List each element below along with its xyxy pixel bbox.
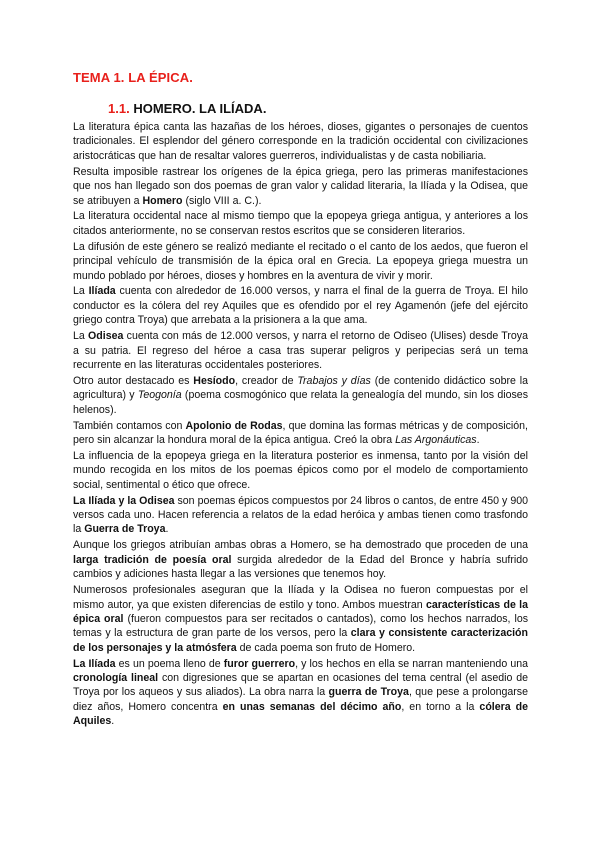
text-run: , que domina las formas métricas y de composición, pero sin alcanzar la hondura moral de la épica antigua. Creó la obra: [73, 419, 528, 447]
bold-text: Homero: [142, 194, 183, 207]
text-run: , creador de: [235, 374, 298, 387]
section-number: 1.1.: [108, 101, 130, 116]
text-run: Otro autor destacado es: [73, 374, 194, 387]
text-run: También contamos con: [73, 419, 186, 432]
text-run: .: [111, 715, 115, 728]
paragraph: [73, 419, 528, 448]
text-run: , y los hechos en ella se narran manteniendo una: [295, 657, 528, 670]
section-title: HOMERO. LA ILÍADA.: [133, 101, 267, 116]
text-run: (de contenido didáctico sobre la agricultura) y: [73, 374, 528, 402]
paragraph: [73, 583, 528, 655]
bold-text: La Ilíada y la Odisea: [73, 494, 175, 507]
text-run: La: [73, 330, 89, 343]
bold-text: clara y consistente caracterización de los personajes y la atmósfera: [73, 627, 528, 654]
italic-text: Las Argonáuticas: [395, 434, 477, 447]
paragraph: [73, 538, 528, 581]
text-run: Aunque los griegos atribuían ambas obras a Homero, se ha demostrado que proceden de una: [73, 539, 528, 552]
bold-text: Apolonio de Rodas: [185, 419, 283, 432]
paragraph: [73, 165, 528, 208]
text-run: La difusión de este género se realizó mediante el recitado o el canto de los aedos, que fueron el principal vehículo de transmisión de la épica oral en Grecia. La epopeya griega muestra un mundo poblado por héroes, dioses y hombres en la aventura de vivir y morir.: [73, 240, 528, 282]
page-title: TEMA 1. LA ÉPICA.: [73, 70, 193, 85]
paragraph: [73, 329, 528, 372]
paragraph: [73, 240, 528, 283]
bold-text: características de la épica oral: [73, 598, 528, 625]
text-run: La literatura occidental nace al mismo tiempo que la epopeya griega antigua, y anteriores a los citados anteriormente, no se conservan restos escritos que se consideren literarios.: [73, 210, 528, 237]
text-run: es un poema lleno de: [115, 657, 224, 670]
bold-text: larga tradición de poesía oral: [73, 553, 232, 566]
bold-text: Ilíada: [88, 285, 116, 298]
text-run: La literatura épica canta las hazañas de los héroes, dioses, gigantes o personajes de cuentos tradicionales. El esplendor del género corresponde en la tradición occidental con civilizaciones aristocráticas que han de resaltar valores guerreros, individualistas y de casta nobiliaria.: [73, 121, 528, 162]
italic-text: Teogonía: [137, 389, 182, 402]
bold-text: La Ilíada: [73, 657, 116, 670]
bold-text: Odisea: [88, 330, 124, 343]
text-run: .: [165, 523, 169, 536]
text-run: Numerosos profesionales aseguran que la Ilíada y la Odisea no fueron compuestas por el mismo autor, ya que existen diferencias de estilo y tono. Ambos muestran: [73, 584, 528, 611]
text-run: surgida alrededor de la Edad del Bronce y habría sufrido cambios y adiciones hasta llegar a las versiones que tenemos hoy.: [73, 553, 528, 581]
paragraph: [73, 494, 528, 537]
text-run: de cada poema son fruto de Homero.: [236, 641, 416, 654]
text-run: cuenta con más de 12.000 versos, y narra el retorno de Odiseo (Ulises) desde Troya a su patria. El regreso del héroe a casa tras superar peligros y peripecias será un tema recurrente en las literaturas occidentales posteriores.: [73, 330, 528, 371]
paragraph: [73, 284, 528, 327]
text-run: , que pese a prolongarse diez años, Homero concentra: [73, 686, 528, 713]
section-heading: [108, 101, 266, 116]
bold-text: cólera de Aquiles: [73, 700, 529, 728]
text-run: , en torno a la: [401, 700, 480, 713]
text-run: (fueron compuestos para ser recitados o cantados), como los hechos narrados, los temas y la estructura de gran parte de los versos, pero la: [73, 612, 529, 640]
italic-text: Trabajos y días: [297, 374, 371, 387]
text-run: con digresiones que se apartan en ocasiones del tema central (el asedio de Troya por los aqueos y sus aliados). La obra narra la: [73, 672, 528, 699]
text-run: .: [476, 434, 480, 447]
text-run: La: [73, 285, 89, 298]
paragraph: [73, 120, 528, 163]
text-run: cuenta con alrededor de 16.000 versos, y narra el final de la guerra de Troya. El hilo conductor es la cólera del rey Aquiles que es ofendido por el rey Agamenón (jefe del ejército griego contra Troya) que arrebata a la prisionera a la que ama.: [73, 285, 528, 327]
text-run: (poema cosmogónico que relata la genealogía del mundo, sin los dioses helenos).: [73, 389, 528, 416]
bold-text: en unas semanas del décimo año: [222, 700, 402, 713]
text-run: son poemas épicos compuestos por 24 libros o cantos, de entre 450 y 900 versos cada uno. Hacen referencia a relatos de la edad heróica y ambas tienen como trasfondo la: [73, 494, 529, 536]
bold-text: Hesíodo: [193, 374, 236, 387]
text-run: La influencia de la epopeya griega en la literatura posterior es inmensa, tanto por la visión del mundo recogida en los mitos de los poemas épicos como por el modelo de comportamiento social, sentimental o ético que ofrece.: [73, 449, 528, 491]
paragraph: [73, 209, 528, 238]
text-run: (siglo VIII a. C.).: [182, 194, 262, 207]
body-text: [73, 120, 528, 730]
paragraph: [73, 374, 528, 417]
paragraph: [73, 657, 528, 729]
bold-text: furor guerrero: [223, 657, 296, 670]
bold-text: cronología lineal: [73, 672, 159, 685]
bold-text: guerra de Troya: [328, 686, 409, 699]
text-run: Resulta imposible rastrear los orígenes de la épica griega, pero las primeras manifestaciones que nos han llegado son dos poemas de gran valor y calidad literaria, la Ilíada y la Odisea, que se atribuyen a: [73, 165, 528, 207]
bold-text: Guerra de Troya: [84, 523, 166, 536]
paragraph: [73, 449, 528, 492]
